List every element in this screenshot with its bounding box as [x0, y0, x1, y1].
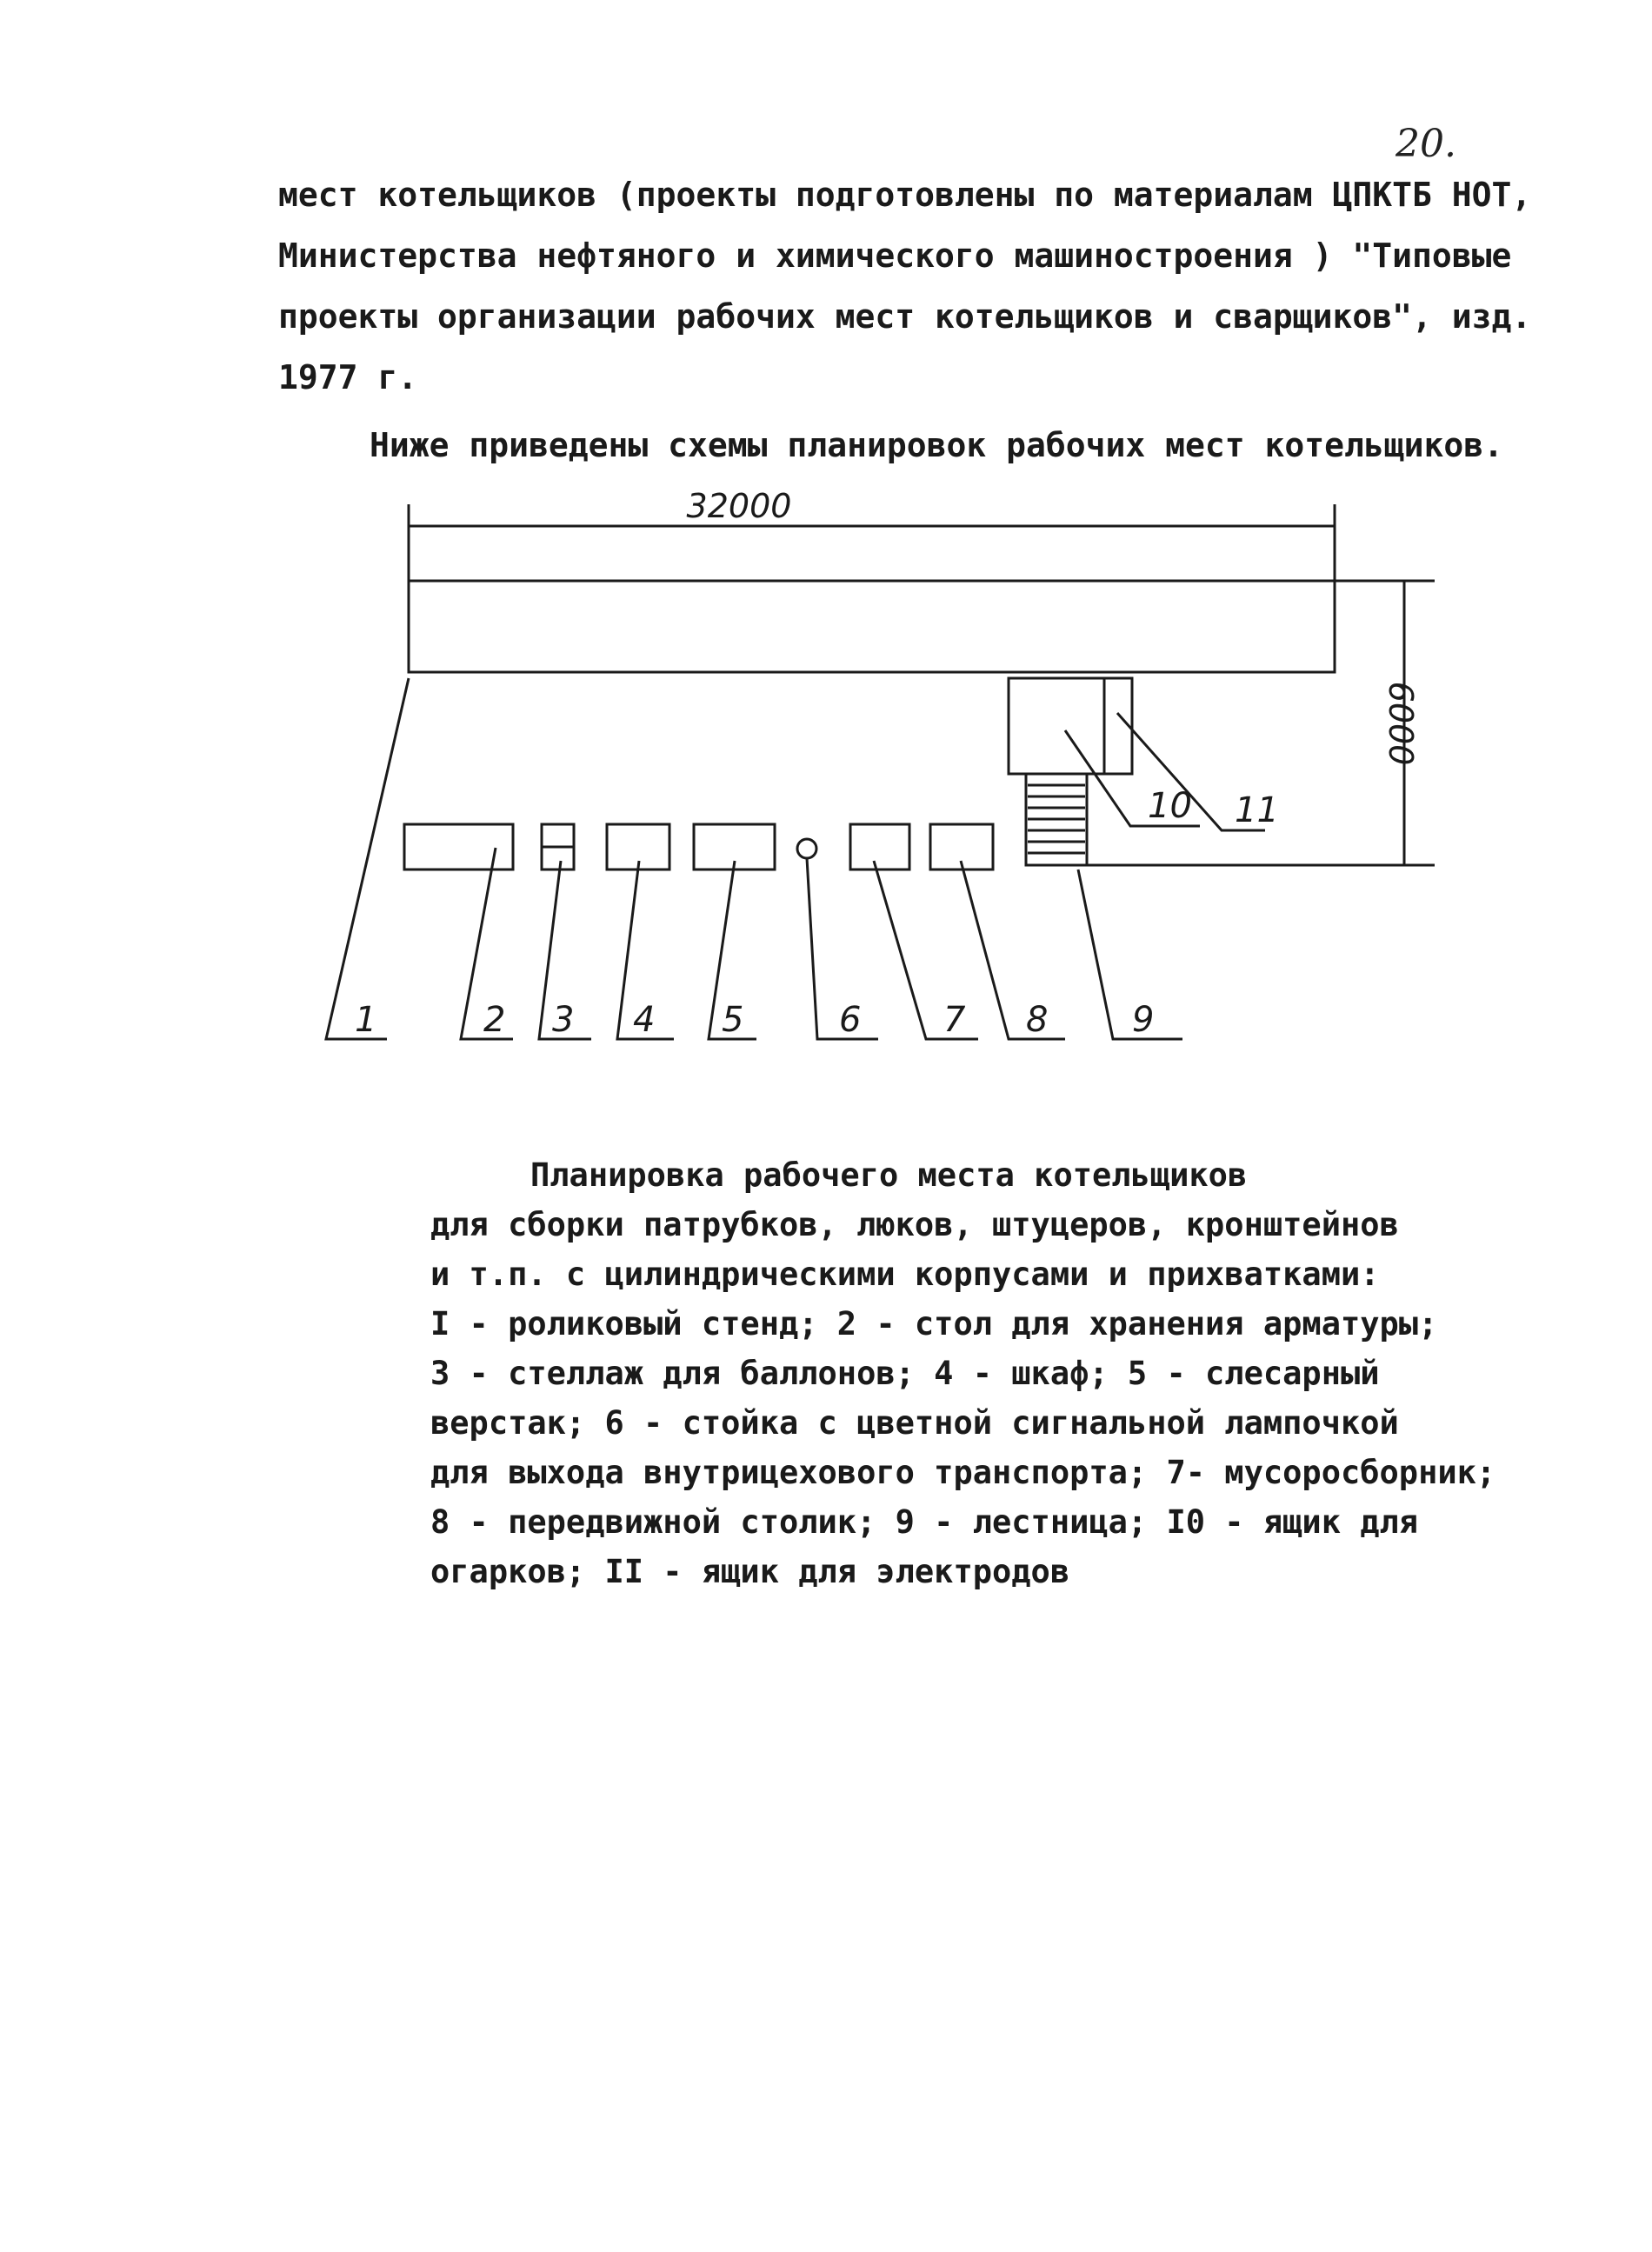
label-6: 6 — [839, 1000, 862, 1040]
caption-title: Планировка рабочего места котельщиков — [530, 1156, 1248, 1194]
label-7: 7 — [943, 1000, 966, 1040]
caption-line: верстак; 6 - стойка с цветной сигнальной лампочкой — [430, 1404, 1399, 1442]
signal-post — [797, 839, 816, 858]
label-9: 9 — [1132, 1000, 1155, 1040]
leader-9 — [1078, 869, 1182, 1039]
caption-line: 8 - передвижной столик; 9 - лестница; I0 - ящик для — [430, 1503, 1419, 1541]
arm-storage-table — [404, 824, 513, 869]
caption-line: I - роликовый стенд; 2 - стол для хранения арматуры; — [430, 1305, 1438, 1343]
label-2: 2 — [483, 1000, 506, 1040]
dimension-width-label: 6000 — [1382, 681, 1420, 766]
paragraph-line: Министерства нефтяного и химического машиностроения ) "Типовые — [278, 237, 1512, 275]
paragraph-line: 1977 г. — [278, 358, 418, 396]
paragraph-line: мест котельщиков (проекты подготовлены по материалам ЦПКТБ НОТ, — [278, 176, 1532, 214]
trash-bin — [850, 824, 909, 869]
paragraph-line: проекты организации рабочих мест котельщиков и сварщиков", изд. — [278, 297, 1532, 336]
caption-line: и т.п. с цилиндрическими корпусами и прихватками: — [430, 1256, 1380, 1293]
intro-sentence: Ниже приведены схемы планировок рабочих мест котельщиков. — [370, 426, 1504, 464]
label-11: 11 — [1235, 790, 1279, 830]
label-4: 4 — [633, 1000, 656, 1040]
box-stubs — [1009, 678, 1132, 774]
page-number: 20. — [1396, 122, 1456, 166]
caption-line: для выхода внутрицехового транспорта; 7- мусоросборник; — [430, 1454, 1496, 1491]
roller-stand — [409, 581, 1335, 672]
dimension-length-label: 32000 — [686, 487, 792, 525]
leader-8 — [961, 861, 1065, 1039]
caption-line: для сборки патрубков, люков, штуцеров, кронштейнов — [430, 1206, 1399, 1243]
caption-line: 3 - стеллаж для баллонов; 4 - шкаф; 5 - слесарный — [430, 1355, 1380, 1392]
label-5: 5 — [722, 1000, 744, 1040]
caption-line: огарков; II - ящик для электродов — [430, 1553, 1070, 1590]
label-8: 8 — [1026, 1000, 1049, 1040]
leader-1 — [326, 678, 409, 1039]
label-3: 3 — [552, 1000, 575, 1040]
label-1: 1 — [355, 1000, 377, 1040]
label-10: 10 — [1148, 786, 1192, 826]
